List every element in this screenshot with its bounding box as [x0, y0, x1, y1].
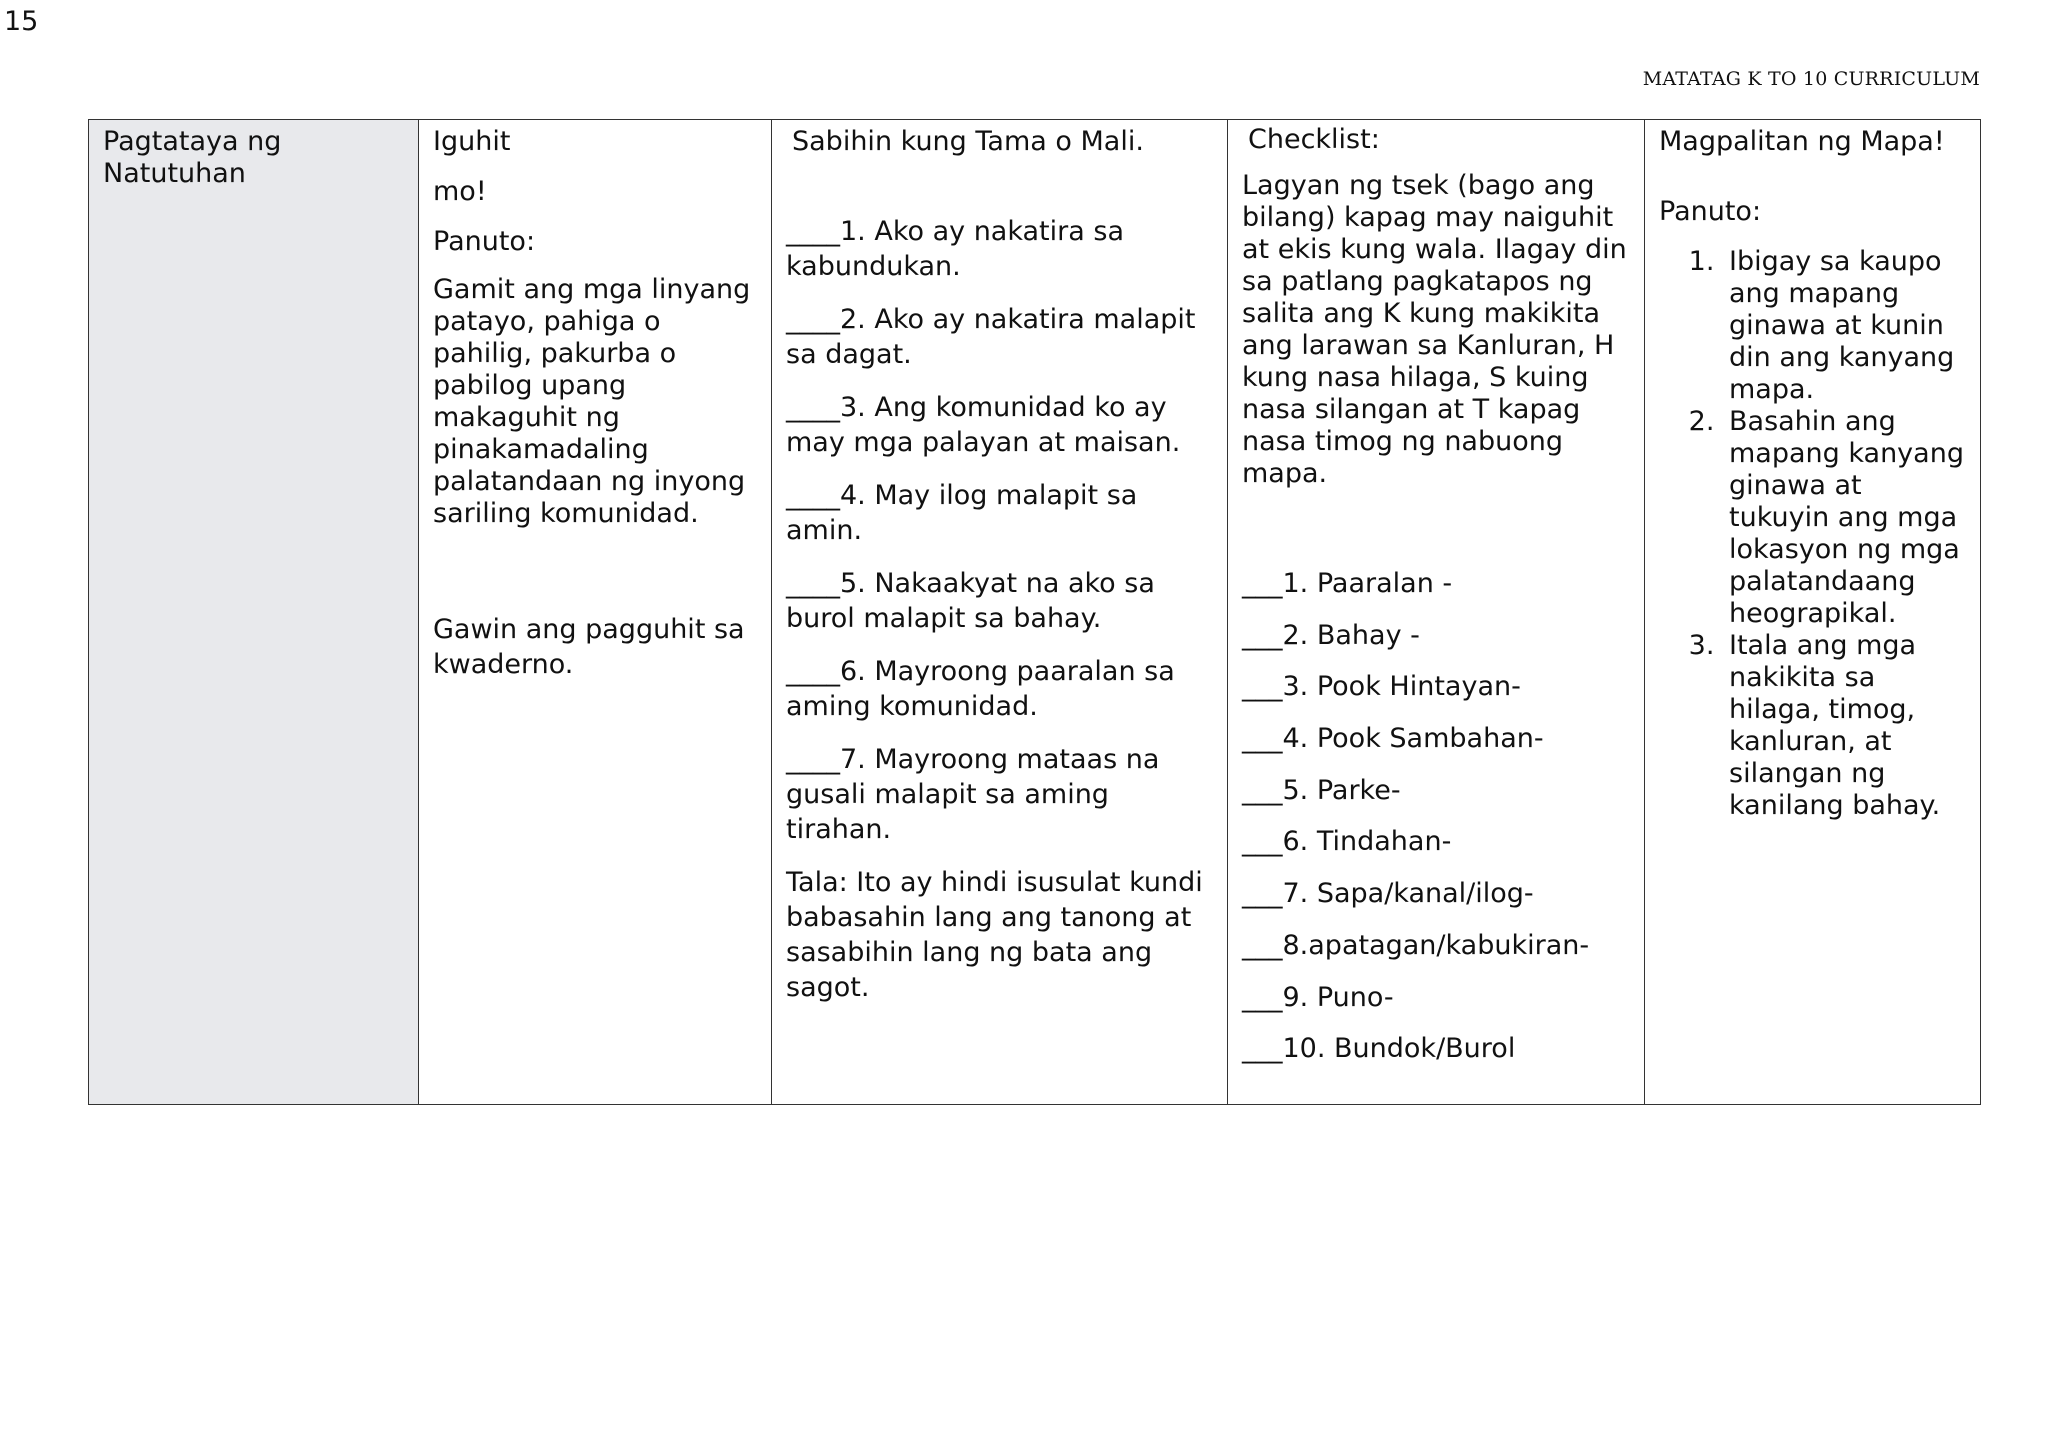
tama-mali-item: ____7. Mayroong mataas na gusali malapit sa aming tirahan. — [786, 744, 1160, 845]
table-row — [89, 120, 1981, 1105]
tama-mali-item: ____1. Ako ay nakatira sa kabundukan. — [786, 216, 1124, 282]
mapa-title: Magpalitan ng Mapa! — [1659, 126, 1945, 157]
checklist-title: Checklist: — [1248, 124, 1380, 155]
row-label-cell — [89, 120, 419, 1105]
checklist-item: ___7. Sapa/kanal/ilog- — [1242, 878, 1534, 910]
iguhit-instructions: Gamit ang mga linyang patayo, pahiga o pahilig, pakurba o pabilog upang makaguhit ng pinakamadaling palatandaan ng inyong sariling komunidad. — [433, 274, 751, 529]
mapa-cell — [1645, 120, 1981, 1105]
page-number: 15 — [4, 6, 39, 37]
checklist-instructions: Lagyan ng tsek (bago ang bilang) kapag may naiguhit at ekis kung wala. Ilagay din sa patlang pagkatapos ng salita ang K kung makikita ang larawan sa Kanluran, H kung nasa hilaga, S kuing nasa silangan at T kapag nasa timog ng nabuong mapa. — [1242, 170, 1627, 489]
tama-mali-item: ____5. Nakaakyat na ako sa burol malapit sa bahay. — [786, 568, 1155, 634]
curriculum-header: MATATAG K TO 10 CURRICULUM — [1642, 68, 1980, 90]
iguhit-panuto: Panuto: — [433, 226, 536, 257]
checklist-item: ___6. Tindahan- — [1242, 826, 1452, 858]
tama-mali-note: Tala: Ito ay hindi isusulat kundi babasahin lang ang tanong at sasabihin lang ng bata ang sagot. — [786, 867, 1203, 1003]
checklist-cell — [1228, 120, 1645, 1105]
checklist-item: ___2. Bahay - — [1242, 619, 1420, 651]
lesson-table — [88, 119, 1981, 1105]
mapa-step: 3. Itala ang mga nakikita sa hilaga, timog, kanluran, at silangan ng kanilang bahay. — [1723, 630, 1966, 822]
row-label: Pagtataya ng Natutuhan — [103, 126, 282, 189]
checklist-item: ___1. Paaralan - — [1242, 568, 1453, 599]
mapa-step: 2. Basahin ang mapang kanyang ginawa at tukuyin ang mga lokasyon ng mga palatandaang heograpikal. — [1723, 406, 1966, 630]
tama-mali-item: ____2. Ako ay nakatira malapit sa dagat. — [786, 304, 1196, 370]
checklist-item: ___10. Bundok/Burol — [1242, 1033, 1516, 1065]
checklist-item: ___8.apatagan/kabukiran- — [1242, 929, 1590, 961]
tama-mali-item: ____4. May ilog malapit sa amin. — [786, 480, 1138, 546]
mapa-steps — [1659, 246, 1966, 822]
checklist-item: ___3. Pook Hintayan- — [1242, 671, 1521, 703]
tama-mali-title: Sabihin kung Tama o Mali. — [792, 126, 1144, 157]
iguhit-title-continued: mo! — [433, 176, 487, 207]
mapa-panuto: Panuto: — [1659, 196, 1762, 227]
iguhit-cell — [419, 120, 772, 1105]
checklist-item: ___5. Parke- — [1242, 774, 1401, 806]
iguhit-title: Iguhit — [433, 126, 511, 157]
iguhit-note: Gawin ang pagguhit sa kwaderno. — [433, 614, 745, 680]
tama-mali-item: ____3. Ang komunidad ko ay may mga palayan at maisan. — [786, 392, 1181, 458]
checklist-item: ___4. Pook Sambahan- — [1242, 723, 1544, 755]
tama-mali-item: ____6. Mayroong paaralan sa aming komunidad. — [786, 656, 1175, 722]
checklist-item: ___9. Puno- — [1242, 981, 1394, 1013]
checklist-list — [1242, 568, 1630, 1065]
tama-mali-cell — [772, 120, 1228, 1105]
mapa-step: 1. Ibigay sa kaupo ang mapang ginawa at kunin din ang kanyang mapa. — [1723, 246, 1966, 406]
